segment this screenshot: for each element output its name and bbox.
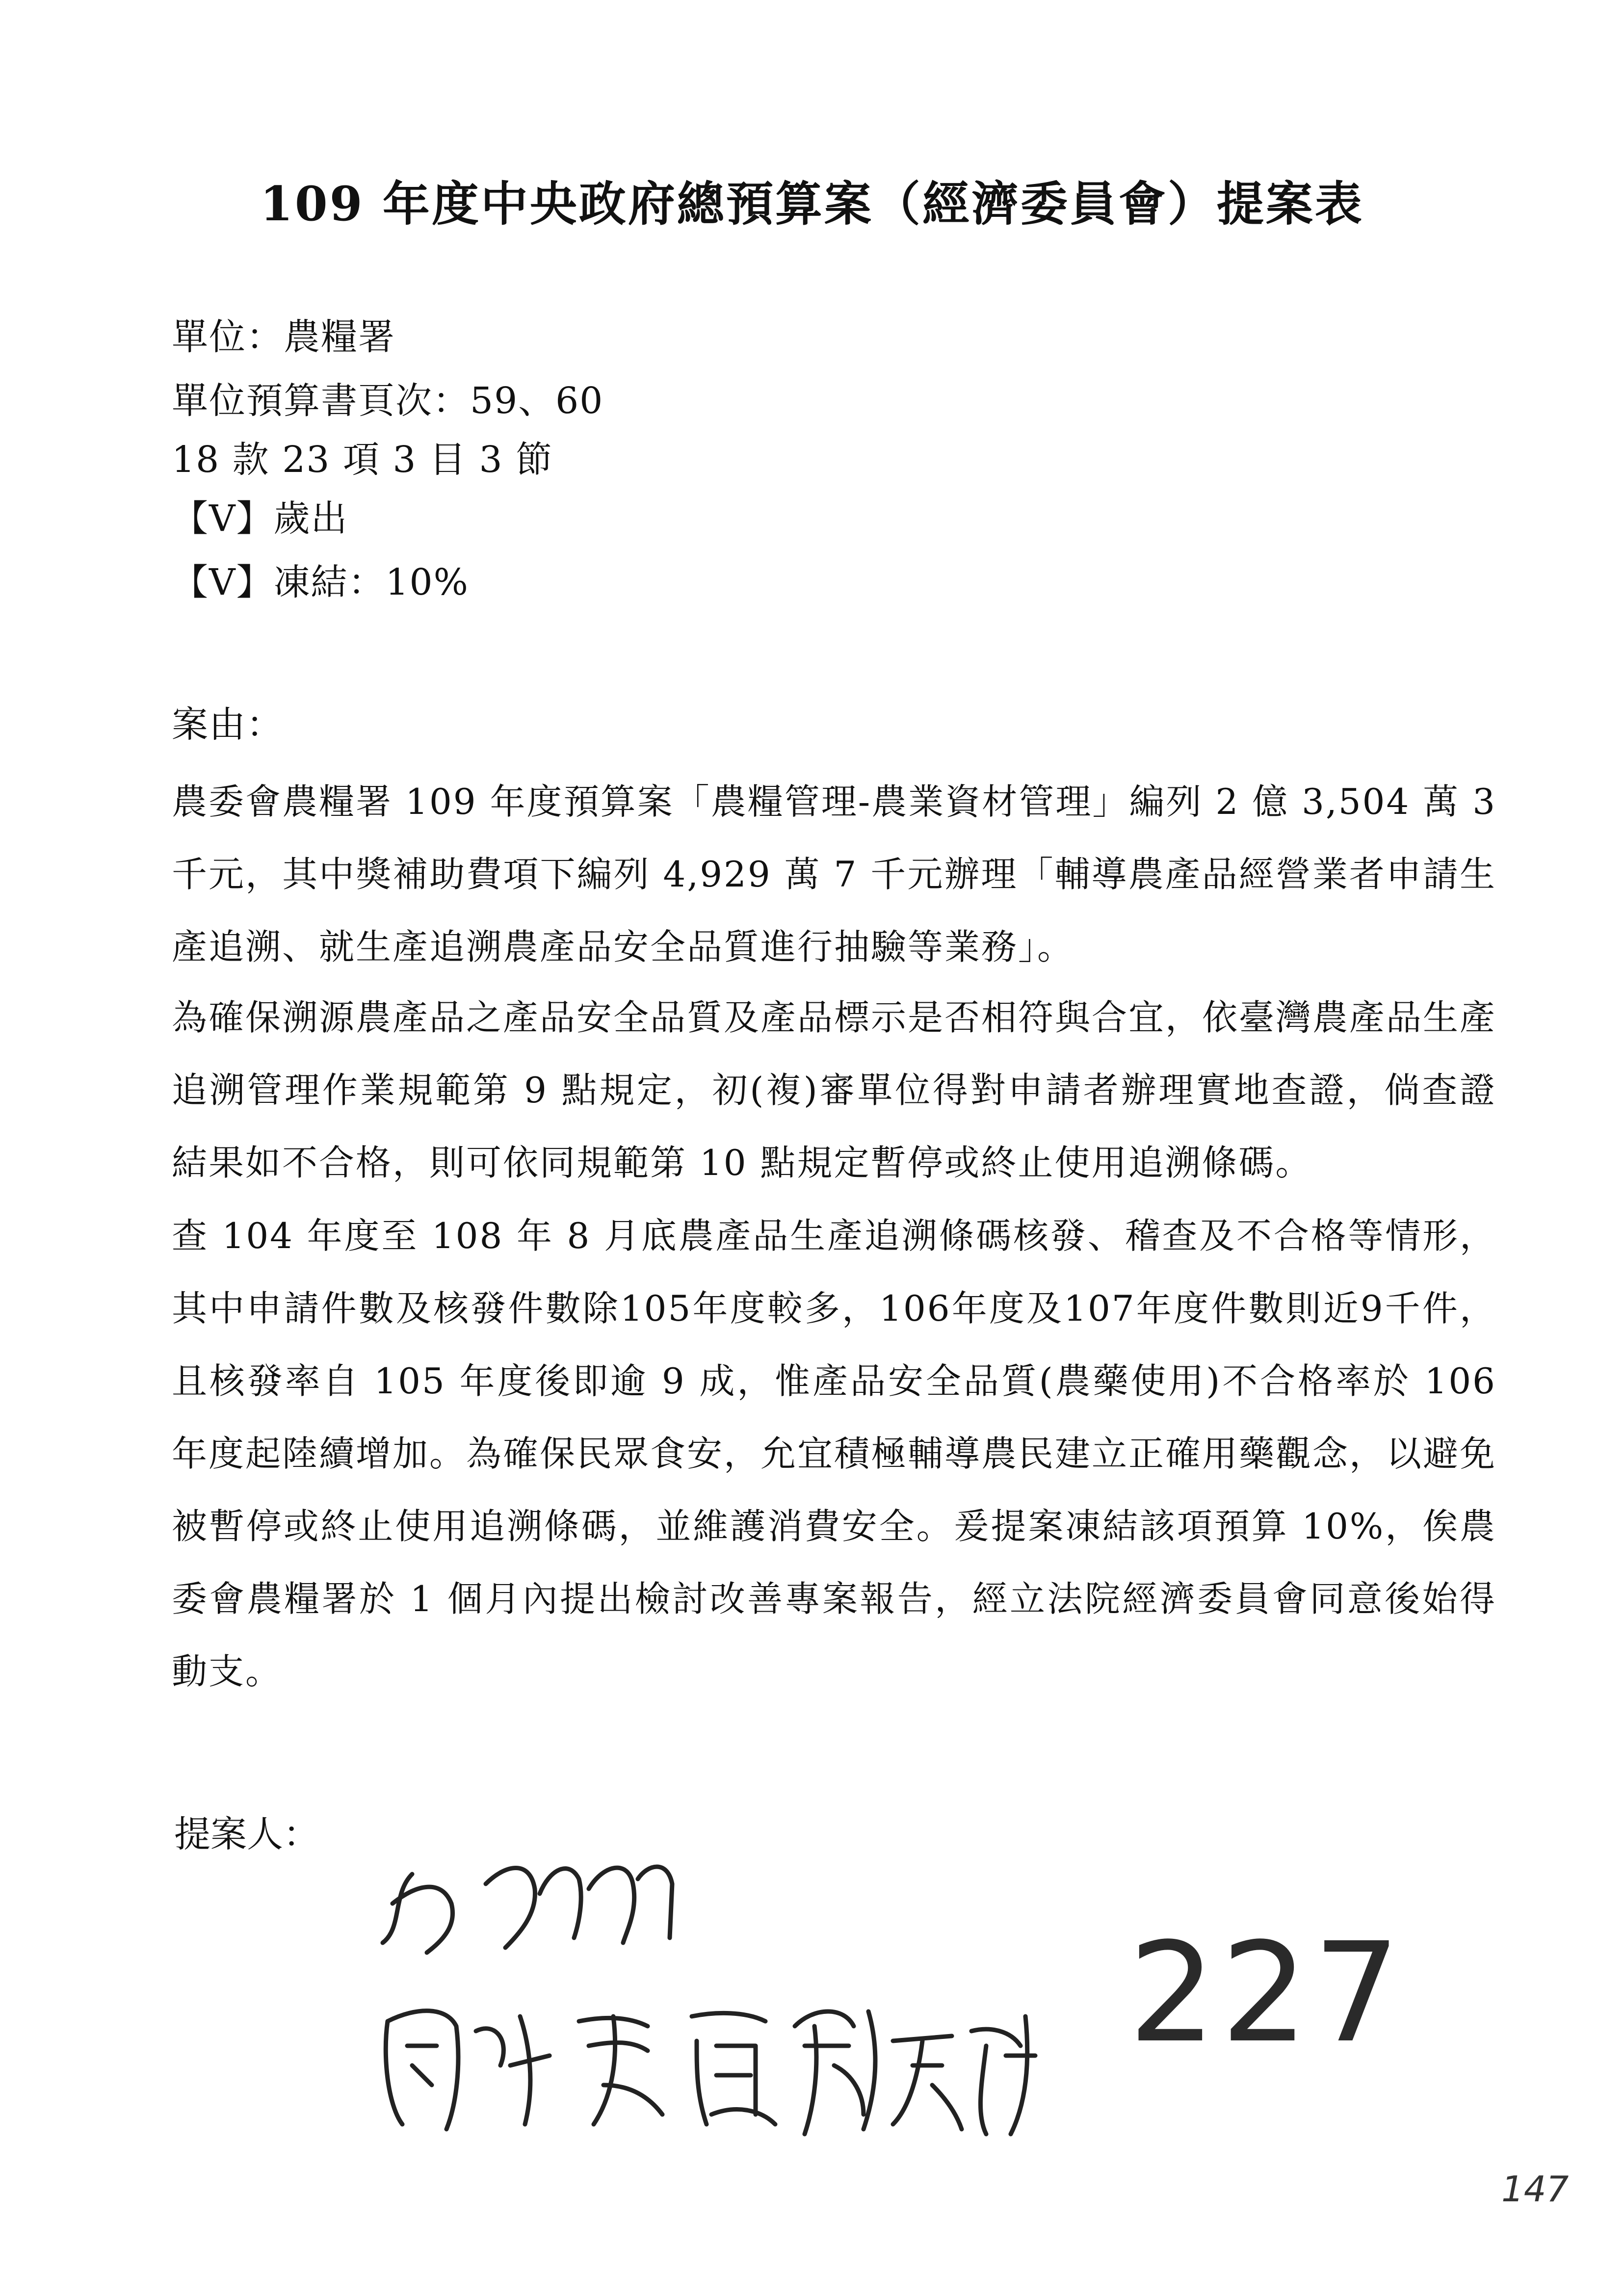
reason-paragraph-1: 農委會農糧署 109 年度預算案「農糧管理-農業資材管理」編列 2 億 3,504 萬 3 千元，其中獎補助費項下編列 4,929 萬 7 千元辦理「輔導農產品經營業者申請生產追溯、就生產追溯農產品安全品質進行抽驗等業務」。 — [172, 781, 1496, 967]
reason-paragraph-2: 為確保溯源農產品之產品安全品質及產品標示是否相符與合宜，依臺灣農產品生產追溯管理作業規範第 9 點規定，初(複)審單位得對申請者辦理實地查證，倘查證結果如不合格，則可依同規範第 10 點規定暫停或終止使用追溯條碼。 — [172, 997, 1497, 1183]
proposer-label: 提案人： — [174, 1813, 319, 1855]
budget-pages-line: 單位預算書頁次：59、60 — [172, 380, 604, 422]
item-reference-line: 18 款 23 項 3 目 3 節 — [172, 439, 553, 481]
handwritten-number: 227 — [1128, 1913, 1406, 2073]
reason-paragraph-3: 查 104 年度至 108 年 8 月底農產品生產追溯條碼核發、稽查及不合格等情形，其中申請件數及核發件數除105年度較多，106年度及107年度件數則近9千件，且核發率自 105 年度後即逾 9 成，惟產品安全品質(農藥使用)不合格率於 106 年度起陸續增加。為確保民眾食安，允宜積極輔導農民建立正確用藥觀念，以避免被暫停或終止使用追溯條碼，並維護消費安全。爰提案凍結該項預算 10%，俟農委會農糧署於 1 個月內提出檢討改善專案報告，經立法院經濟委員會同意後始得動支。 — [172, 1215, 1497, 1692]
page-number: 147 — [1501, 2168, 1569, 2210]
unit-line: 單位：農糧署 — [172, 316, 395, 358]
expenditure-checkbox-line: 【V】歲出 — [172, 497, 348, 540]
freeze-checkbox-line: 【V】凍結：10% — [172, 561, 469, 603]
document-title: 109 年度中央政府總預算案（經濟委員會）提案表 — [260, 176, 1364, 232]
reason-label: 案由： — [172, 704, 284, 746]
